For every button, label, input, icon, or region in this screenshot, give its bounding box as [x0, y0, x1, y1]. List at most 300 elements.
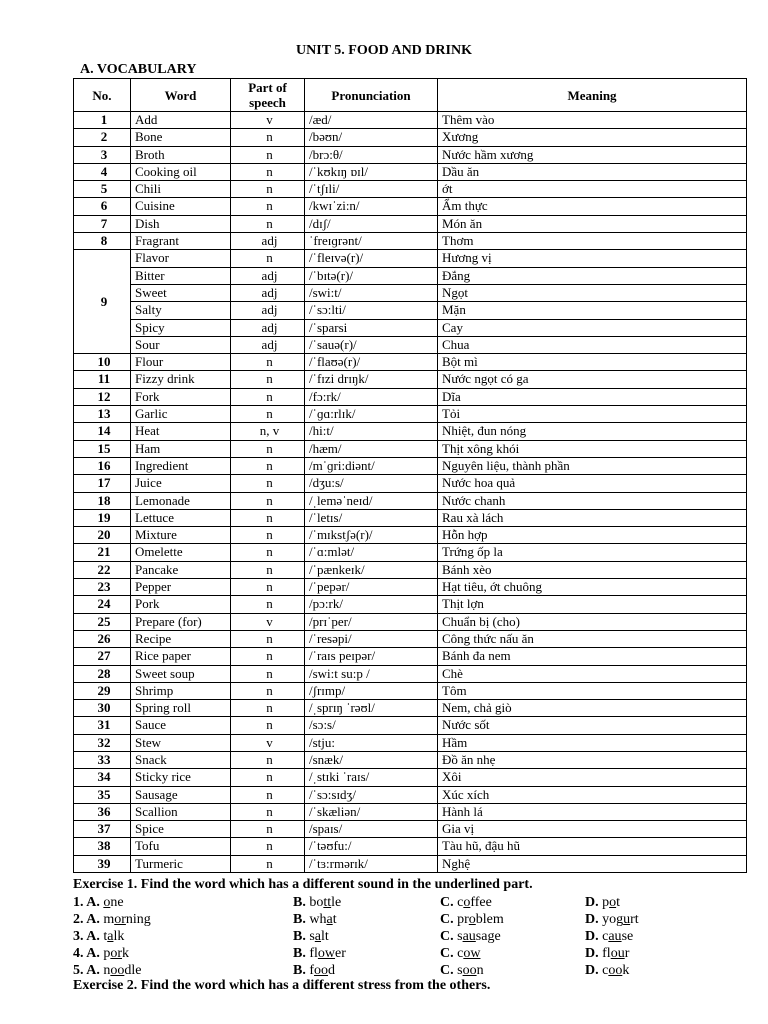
meaning-cell: Ẩm thực — [438, 198, 747, 215]
exercise-item — [73, 895, 753, 912]
word-cell: Pepper — [131, 579, 231, 596]
table-row — [74, 371, 747, 388]
part-of-speech-cell: n — [231, 665, 305, 682]
underlined-part: tt — [323, 895, 332, 910]
pronunciation-cell: /ˈflaʊə(r)/ — [305, 354, 438, 371]
part-of-speech-cell: n, v — [231, 423, 305, 440]
meaning-cell: Nước hoa quả — [438, 475, 747, 492]
pronunciation-cell: /sɔ:s/ — [305, 717, 438, 734]
table-row — [74, 509, 747, 526]
option-letter: C. — [440, 895, 454, 910]
pronunciation-cell: /ˈskæliən/ — [305, 803, 438, 820]
part-of-speech-cell: adj — [231, 267, 305, 284]
underlined-part: o — [463, 895, 471, 910]
word-part: s — [457, 963, 463, 978]
table-row — [74, 596, 747, 613]
table-row — [74, 561, 747, 578]
part-of-speech-cell: n — [231, 682, 305, 699]
word-part: sage — [475, 929, 501, 944]
pronunciation-cell: /swi:t su:p / — [305, 665, 438, 682]
row-number: 16 — [74, 457, 131, 474]
meaning-cell: Công thức nấu ăn — [438, 630, 747, 647]
row-number: 7 — [74, 215, 131, 232]
pronunciation-cell: /ˈsɔ:lti/ — [305, 302, 438, 319]
word-cell: Juice — [131, 475, 231, 492]
meaning-cell: ớt — [438, 181, 747, 198]
word-cell: Pork — [131, 596, 231, 613]
word-part: ffee — [470, 895, 492, 910]
word-part: fl — [309, 946, 318, 961]
meaning-cell: Tàu hũ, đậu hũ — [438, 838, 747, 855]
part-of-speech-cell: n — [231, 786, 305, 803]
row-number: 12 — [74, 388, 131, 405]
part-of-speech-cell: adj — [231, 233, 305, 250]
header-part-of-speech: Part of speech — [231, 79, 305, 112]
word-part: n — [103, 963, 111, 978]
word-part: n — [476, 963, 484, 978]
underlined-part: ow — [317, 946, 336, 961]
row-number: 15 — [74, 440, 131, 457]
underlined-part: or — [114, 912, 126, 927]
table-row — [74, 233, 747, 250]
word-part: k — [622, 963, 630, 978]
part-of-speech-cell: n — [231, 146, 305, 163]
option-c — [440, 963, 484, 979]
header-word: Word — [131, 79, 231, 112]
pronunciation-cell: /ˌsprɪŋ ˈrəʊl/ — [305, 700, 438, 717]
part-of-speech-cell: n — [231, 371, 305, 388]
word-cell: Rice paper — [131, 648, 231, 665]
word-part: ning — [125, 912, 151, 927]
part-of-speech-cell: v — [231, 112, 305, 129]
part-of-speech-cell: n — [231, 821, 305, 838]
pronunciation-cell: /ˈfleɪvə(r)/ — [305, 250, 438, 267]
part-of-speech-cell: n — [231, 751, 305, 768]
row-number: 14 — [74, 423, 131, 440]
table-row — [74, 769, 747, 786]
option-letter: B. — [293, 929, 306, 944]
pronunciation-cell: /fɔ:rk/ — [305, 388, 438, 405]
word-cell: Bitter — [131, 267, 231, 284]
word-cell: Recipe — [131, 630, 231, 647]
pronunciation-cell: /ˈpænkeɪk/ — [305, 561, 438, 578]
part-of-speech-cell: n — [231, 406, 305, 423]
table-row — [74, 146, 747, 163]
row-number: 26 — [74, 630, 131, 647]
option-letter: 1. A. — [73, 895, 100, 910]
meaning-cell: Nước chanh — [438, 492, 747, 509]
part-of-speech-cell: n — [231, 440, 305, 457]
option-letter: 2. A. — [73, 912, 100, 927]
pronunciation-cell: /ˈsparsi — [305, 319, 438, 336]
table-row — [74, 630, 747, 647]
underlined-part: or — [110, 946, 123, 961]
word-part: pr — [457, 912, 469, 927]
word-cell: Sticky rice — [131, 769, 231, 786]
row-number: 6 — [74, 198, 131, 215]
table-row — [74, 648, 747, 665]
option-letter: B. — [293, 912, 306, 927]
pronunciation-cell: /mˈɡri:diənt/ — [305, 457, 438, 474]
row-number: 5 — [74, 181, 131, 198]
option-letter: D. — [585, 929, 599, 944]
option-b — [293, 929, 329, 945]
pronunciation-cell: /ʃrɪmp/ — [305, 682, 438, 699]
word-cell: Heat — [131, 423, 231, 440]
option-letter: C. — [440, 963, 454, 978]
word-part: yog — [602, 912, 624, 927]
pronunciation-cell: /ˈkʊkɪŋ ɒɪl/ — [305, 163, 438, 180]
word-cell: Broth — [131, 146, 231, 163]
option-letter: B. — [293, 946, 306, 961]
part-of-speech-cell: n — [231, 544, 305, 561]
part-of-speech-cell: n — [231, 648, 305, 665]
option-d — [585, 946, 629, 962]
part-of-speech-cell: n — [231, 163, 305, 180]
part-of-speech-cell: n — [231, 181, 305, 198]
word-part: se — [621, 929, 634, 944]
underlined-part: oo — [462, 963, 477, 978]
part-of-speech-cell: n — [231, 630, 305, 647]
pronunciation-cell: /æd/ — [305, 112, 438, 129]
table-row — [74, 423, 747, 440]
meaning-cell: Thịt lợn — [438, 596, 747, 613]
part-of-speech-cell: n — [231, 855, 305, 872]
word-part: er — [335, 946, 346, 961]
word-part: s — [309, 929, 315, 944]
pronunciation-cell: /ˈletɪs/ — [305, 509, 438, 526]
meaning-cell: Hương vị — [438, 250, 747, 267]
word-part: c — [602, 963, 609, 978]
section-heading: A. VOCABULARY — [80, 62, 197, 77]
table-row — [74, 129, 747, 146]
underlined-part: au — [608, 929, 622, 944]
part-of-speech-cell: n — [231, 561, 305, 578]
underlined-part: u — [623, 912, 631, 927]
meaning-cell: Hỗn hợp — [438, 527, 747, 544]
pronunciation-cell: /ˈbɪtə(r)/ — [305, 267, 438, 284]
option-letter: C. — [440, 929, 454, 944]
table-row — [74, 336, 747, 353]
meaning-cell: Chua — [438, 336, 747, 353]
word-part: fl — [602, 946, 611, 961]
word-cell: Sweet — [131, 284, 231, 301]
row-number: 36 — [74, 803, 131, 820]
underlined-part: a — [326, 912, 333, 927]
option-a — [73, 895, 124, 911]
word-part: r — [624, 946, 630, 961]
word-cell: Spice — [131, 821, 231, 838]
row-number: 29 — [74, 682, 131, 699]
option-d — [585, 963, 629, 979]
word-cell: Omelette — [131, 544, 231, 561]
underlined-part: a — [107, 929, 114, 944]
table-row — [74, 198, 747, 215]
table-row — [74, 406, 747, 423]
table-row — [74, 527, 747, 544]
pronunciation-cell: /ˈmɪkstʃə(r)/ — [305, 527, 438, 544]
word-part: t — [332, 912, 337, 927]
underlined-part: au — [462, 929, 476, 944]
word-cell: Mixture — [131, 527, 231, 544]
pronunciation-cell: /prɪˈper/ — [305, 613, 438, 630]
meaning-cell: Xôi — [438, 769, 747, 786]
table-row — [74, 354, 747, 371]
word-cell: Salty — [131, 302, 231, 319]
part-of-speech-cell: n — [231, 838, 305, 855]
word-cell: Lettuce — [131, 509, 231, 526]
part-of-speech-cell: n — [231, 198, 305, 215]
table-row — [74, 181, 747, 198]
row-number: 3 — [74, 146, 131, 163]
meaning-cell: Cay — [438, 319, 747, 336]
table-row — [74, 734, 747, 751]
pronunciation-cell: /ˈpepər/ — [305, 579, 438, 596]
part-of-speech-cell: n — [231, 717, 305, 734]
underlined-part: oo — [608, 963, 623, 978]
option-letter: B. — [293, 963, 306, 978]
pronunciation-cell: /swi:t/ — [305, 284, 438, 301]
row-number: 35 — [74, 786, 131, 803]
meaning-cell: Hạt tiêu, ớt chuông — [438, 579, 747, 596]
row-number: 23 — [74, 579, 131, 596]
part-of-speech-cell: adj — [231, 284, 305, 301]
meaning-cell: Nước ngọt có ga — [438, 371, 747, 388]
row-number: 8 — [74, 233, 131, 250]
option-d — [585, 912, 639, 928]
table-row — [74, 440, 747, 457]
pronunciation-cell: /hæm/ — [305, 440, 438, 457]
word-cell: Garlic — [131, 406, 231, 423]
word-cell: Prepare (for) — [131, 613, 231, 630]
row-number: 38 — [74, 838, 131, 855]
pronunciation-cell: /ˈraɪs peɪpər/ — [305, 648, 438, 665]
row-number: 24 — [74, 596, 131, 613]
header-meaning: Meaning — [438, 79, 747, 112]
row-number: 25 — [74, 613, 131, 630]
table-row — [74, 700, 747, 717]
meaning-cell: Nem, chả giò — [438, 700, 747, 717]
exercise-item — [73, 912, 753, 929]
meaning-cell: Bột mì — [438, 354, 747, 371]
underlined-part: oo — [314, 963, 329, 978]
pronunciation-cell: /ˈtɜ:rmərɪk/ — [305, 855, 438, 872]
option-letter: 4. A. — [73, 946, 100, 961]
table-row — [74, 457, 747, 474]
meaning-cell: Nước hầm xương — [438, 146, 747, 163]
part-of-speech-cell: n — [231, 509, 305, 526]
word-cell: Cooking oil — [131, 163, 231, 180]
table-row — [74, 803, 747, 820]
pronunciation-cell: /spaɪs/ — [305, 821, 438, 838]
part-of-speech-cell: adj — [231, 336, 305, 353]
table-row — [74, 786, 747, 803]
part-of-speech-cell: adj — [231, 319, 305, 336]
row-number: 31 — [74, 717, 131, 734]
word-part: s — [457, 929, 463, 944]
option-letter: D. — [585, 963, 599, 978]
header-pronunciation: Pronunciation — [305, 79, 438, 112]
table-row — [74, 821, 747, 838]
option-letter: 5. A. — [73, 963, 100, 978]
option-a — [73, 946, 129, 962]
pronunciation-cell: /ˌstɪki ˈraɪs/ — [305, 769, 438, 786]
word-part: le — [331, 895, 342, 910]
row-number: 4 — [74, 163, 131, 180]
meaning-cell: Tôm — [438, 682, 747, 699]
meaning-cell: Thịt xông khói — [438, 440, 747, 457]
row-number: 11 — [74, 371, 131, 388]
table-row — [74, 475, 747, 492]
part-of-speech-cell: n — [231, 769, 305, 786]
header-no: No. — [74, 79, 131, 112]
meaning-cell: Trứng ốp la — [438, 544, 747, 561]
row-number: 28 — [74, 665, 131, 682]
row-number: 10 — [74, 354, 131, 371]
word-part: c — [457, 895, 464, 910]
table-row — [74, 717, 747, 734]
row-number: 2 — [74, 129, 131, 146]
meaning-cell: Xúc xích — [438, 786, 747, 803]
row-number: 17 — [74, 475, 131, 492]
part-of-speech-cell: n — [231, 215, 305, 232]
table-row — [74, 492, 747, 509]
word-part: k — [122, 946, 130, 961]
option-a — [73, 912, 151, 928]
word-part: ne — [110, 895, 124, 910]
meaning-cell: Xương — [438, 129, 747, 146]
meaning-cell: Món ăn — [438, 215, 747, 232]
option-letter: D. — [585, 895, 599, 910]
word-cell: Sour — [131, 336, 231, 353]
part-of-speech-cell: n — [231, 596, 305, 613]
meaning-cell: Tỏi — [438, 406, 747, 423]
vocabulary-table — [73, 78, 747, 873]
meaning-cell: Mặn — [438, 302, 747, 319]
word-cell: Flavor — [131, 250, 231, 267]
row-number: 13 — [74, 406, 131, 423]
meaning-cell: Thơm — [438, 233, 747, 250]
pronunciation-cell: /ˈtʃɪli/ — [305, 181, 438, 198]
pronunciation-cell: /pɔ:rk/ — [305, 596, 438, 613]
pronunciation-cell: /brɔ:θ/ — [305, 146, 438, 163]
option-d — [585, 895, 620, 911]
word-part: lk — [113, 929, 125, 944]
pronunciation-cell: /stju: — [305, 734, 438, 751]
meaning-cell: Nước sốt — [438, 717, 747, 734]
word-cell: Bone — [131, 129, 231, 146]
word-cell: Fork — [131, 388, 231, 405]
word-cell: Shrimp — [131, 682, 231, 699]
part-of-speech-cell: n — [231, 492, 305, 509]
meaning-cell: Dĩa — [438, 388, 747, 405]
word-part: c — [457, 946, 464, 961]
part-of-speech-cell: n — [231, 700, 305, 717]
page-title: UNIT 5. FOOD AND DRINK — [296, 43, 472, 58]
table-row — [74, 112, 747, 129]
part-of-speech-cell: n — [231, 129, 305, 146]
exercise-1-title: Exercise 1. Find the word which has a different sound in the underlined part. — [73, 877, 533, 892]
pronunciation-cell: /ˈɑ:mlət/ — [305, 544, 438, 561]
option-letter: 3. A. — [73, 929, 100, 944]
pronunciation-cell: /ˈresəpi/ — [305, 630, 438, 647]
meaning-cell: Gia vị — [438, 821, 747, 838]
word-cell: Lemonade — [131, 492, 231, 509]
word-cell: Scallion — [131, 803, 231, 820]
row-number: 33 — [74, 751, 131, 768]
option-c — [440, 895, 492, 911]
table-row — [74, 284, 747, 301]
row-number: 22 — [74, 561, 131, 578]
meaning-cell: Bánh xèo — [438, 561, 747, 578]
option-a — [73, 929, 124, 945]
pronunciation-cell: /ˈsɔ:sɪdʒ/ — [305, 786, 438, 803]
option-c — [440, 929, 501, 945]
table-row — [74, 319, 747, 336]
pronunciation-cell: /dɪʃ/ — [305, 215, 438, 232]
row-number: 20 — [74, 527, 131, 544]
word-cell: Tofu — [131, 838, 231, 855]
underlined-part: ou — [610, 946, 625, 961]
part-of-speech-cell: n — [231, 475, 305, 492]
word-part: m — [103, 912, 115, 927]
word-cell: Add — [131, 112, 231, 129]
pronunciation-cell: /kwɪˈzi:n/ — [305, 198, 438, 215]
underlined-part: o — [468, 912, 476, 927]
word-part: wh — [309, 912, 327, 927]
underlined-part: o — [609, 895, 617, 910]
underlined-part: oo — [110, 963, 125, 978]
meaning-cell: Thêm vào — [438, 112, 747, 129]
word-part: c — [602, 929, 609, 944]
word-part: lt — [321, 929, 329, 944]
word-cell: Ingredient — [131, 457, 231, 474]
table-row — [74, 250, 747, 267]
part-of-speech-cell: v — [231, 734, 305, 751]
option-letter: D. — [585, 946, 599, 961]
row-number: 37 — [74, 821, 131, 838]
table-row — [74, 838, 747, 855]
part-of-speech-cell: adj — [231, 302, 305, 319]
word-cell: Chili — [131, 181, 231, 198]
word-cell: Fragrant — [131, 233, 231, 250]
word-cell: Pancake — [131, 561, 231, 578]
pronunciation-cell: /ˈfɪzi drɪŋk/ — [305, 371, 438, 388]
pronunciation-cell: /ˌleməˈneɪd/ — [305, 492, 438, 509]
table-header-row — [74, 79, 747, 112]
table-body — [74, 112, 747, 873]
meaning-cell: Nguyên liệu, thành phần — [438, 457, 747, 474]
word-cell: Cuisine — [131, 198, 231, 215]
option-b — [293, 912, 337, 928]
table-row — [74, 682, 747, 699]
row-number: 9 — [74, 250, 131, 354]
word-part: f — [309, 963, 315, 978]
meaning-cell: Dầu ăn — [438, 163, 747, 180]
word-cell: Snack — [131, 751, 231, 768]
option-c — [440, 912, 504, 928]
table-row — [74, 579, 747, 596]
underlined-part: ow — [463, 946, 481, 961]
meaning-cell: Nghệ — [438, 855, 747, 872]
pronunciation-cell: /ˈtəʊfu:/ — [305, 838, 438, 855]
pronunciation-cell: /bəʊn/ — [305, 129, 438, 146]
word-part: bo — [309, 895, 324, 910]
word-cell: Flour — [131, 354, 231, 371]
table-row — [74, 544, 747, 561]
meaning-cell: Hầm — [438, 734, 747, 751]
option-letter: B. — [293, 895, 306, 910]
